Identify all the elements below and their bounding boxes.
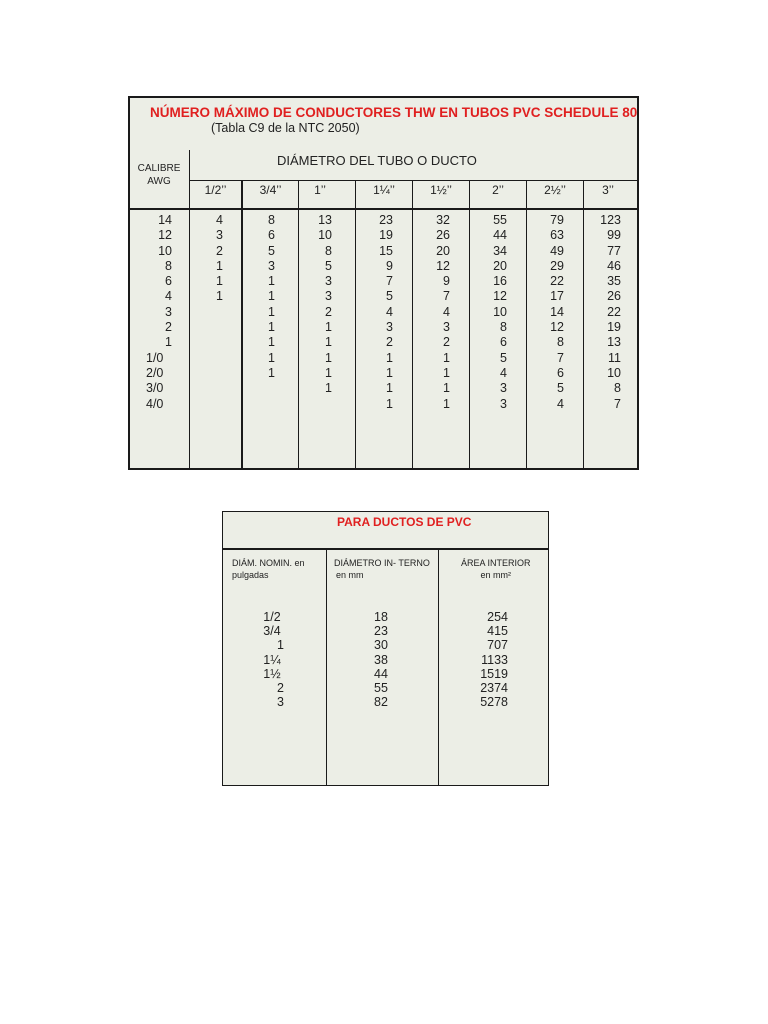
cell: 1: [268, 320, 275, 335]
calibre-awg-label: CALIBRE AWG: [137, 163, 181, 187]
internal-value: 23: [374, 624, 388, 639]
cell: 44: [493, 228, 507, 243]
cell: 9: [443, 274, 450, 289]
cell: 2: [216, 243, 223, 258]
col-divider: [241, 180, 243, 469]
area-value: 707: [487, 638, 508, 653]
col3-header-line1: ÁREA INTERIOR: [461, 558, 531, 568]
cell: 11: [608, 350, 621, 365]
cell: 32: [436, 213, 450, 227]
cell: 12: [436, 258, 450, 273]
col-2-1-2: [543, 213, 564, 412]
col-1-1-2: [429, 213, 450, 412]
cell: 19: [379, 228, 393, 243]
cell: 1: [386, 350, 393, 365]
awg-value: 1/0: [146, 350, 164, 365]
pipe-size-header: 3/4’’: [259, 183, 282, 197]
cell: 5: [557, 381, 564, 396]
pipe-size-header: 1½’’: [430, 183, 452, 197]
cell: 55: [493, 213, 507, 227]
col1-header: [232, 557, 305, 581]
col2-header-line1: DIÁMETRO IN- TERNO: [334, 558, 430, 568]
cell: 3: [216, 228, 223, 243]
pipe-size-header: 1’’: [314, 183, 326, 197]
awg-value: 2: [165, 320, 172, 335]
area-value: 1133: [481, 652, 508, 667]
cell: 5: [268, 243, 275, 258]
cell: 3: [386, 320, 393, 335]
cell: 1: [325, 335, 332, 350]
area-value: 2374: [480, 680, 508, 695]
cell: 34: [493, 243, 507, 258]
nominal-value: 1: [277, 638, 284, 653]
cell: 7: [443, 289, 450, 304]
cell: 17: [550, 289, 564, 304]
cell: 1: [268, 365, 275, 380]
cell: 15: [379, 243, 393, 258]
cell: 1: [268, 304, 275, 319]
awg-value: 6: [165, 274, 172, 289]
table2-col-divider: [326, 550, 327, 785]
area-value: 254: [487, 610, 508, 624]
internal-value: 38: [374, 652, 388, 667]
awg-value: 4/0: [146, 396, 164, 411]
cell: 10: [493, 304, 507, 319]
cell: 2: [325, 304, 332, 319]
cell: 77: [607, 243, 621, 258]
cell: 29: [550, 258, 564, 273]
cell: 3: [268, 258, 275, 273]
nominal-value: 2: [277, 680, 284, 695]
col-divider: [412, 180, 413, 469]
cell: 10: [318, 228, 332, 243]
cell: 1: [443, 396, 450, 411]
body-divider: [129, 208, 638, 210]
cell: 1: [386, 396, 393, 411]
cell: 5: [325, 258, 332, 273]
cell: 3: [325, 274, 332, 289]
cell: 2: [386, 335, 393, 350]
cell: 7: [386, 274, 393, 289]
internal-diameter-column: [366, 610, 396, 709]
col-3-4: [255, 213, 275, 381]
pipe-size-header: 2½’’: [544, 183, 566, 197]
cell: 4: [386, 304, 393, 319]
col3-header: [461, 557, 531, 581]
internal-value: 18: [374, 610, 388, 624]
cell: 8: [614, 381, 621, 396]
cell: 4: [500, 365, 507, 380]
awg-value: 10: [158, 243, 172, 258]
col1-header-line2: pulgadas: [232, 570, 269, 580]
pipe-size-header: 1/2’’: [204, 183, 227, 197]
col2-header: [334, 557, 430, 581]
area-value: 5278: [480, 695, 508, 710]
cell: 1: [268, 289, 275, 304]
cell: 1: [216, 289, 223, 304]
cell: 26: [436, 228, 450, 243]
cell: 4: [216, 213, 223, 227]
cell: 4: [443, 304, 450, 319]
cell: 1: [268, 274, 275, 289]
table2-col-divider: [438, 550, 439, 785]
cell: 22: [550, 274, 564, 289]
cell: 3: [325, 289, 332, 304]
cell: 16: [493, 274, 507, 289]
col-divider: [298, 180, 299, 469]
nominal-column: [254, 610, 290, 709]
awg-column: [132, 213, 172, 412]
cell: 35: [607, 274, 621, 289]
cell: 8: [557, 335, 564, 350]
diameter-header: DIÁMETRO DEL TUBO O DUCTO: [277, 153, 477, 168]
awg-value: 12: [158, 228, 172, 243]
col-1-1-4: [372, 213, 393, 412]
cell: 13: [318, 213, 332, 227]
header-divider: [189, 180, 638, 181]
col1-header-line1: DIÁM. NOMIN. en: [232, 558, 305, 568]
cell: 22: [607, 304, 621, 319]
cell: 14: [550, 304, 564, 319]
cell: 123: [600, 213, 621, 227]
cell: 1: [268, 350, 275, 365]
col-divider: [583, 180, 584, 469]
cell: 9: [386, 258, 393, 273]
col-1-2: [200, 213, 223, 305]
col-divider: [469, 180, 470, 469]
cell: 1: [386, 381, 393, 396]
cell: 4: [557, 396, 564, 411]
nominal-value: 1½: [263, 666, 281, 681]
cell: 12: [493, 289, 507, 304]
cell: 10: [607, 365, 621, 380]
area-value: 1519: [480, 666, 508, 681]
cell: 12: [550, 320, 564, 335]
cell: 1: [443, 381, 450, 396]
cell: 1: [443, 365, 450, 380]
table2-title: PARA DUCTOS DE PVC: [337, 515, 472, 529]
nominal-value: 1/2: [263, 610, 281, 624]
cell: 79: [550, 213, 564, 227]
cell: 1: [268, 335, 275, 350]
cell: 20: [493, 258, 507, 273]
col2-header-line2: en mm: [336, 570, 364, 580]
internal-value: 55: [374, 680, 388, 695]
cell: 26: [607, 289, 621, 304]
cell: 6: [268, 228, 275, 243]
cell: 5: [386, 289, 393, 304]
cell: 1: [325, 320, 332, 335]
internal-value: 44: [374, 666, 388, 681]
table2-header-divider: [223, 548, 548, 550]
cell: 6: [557, 365, 564, 380]
pipe-size-header: 3’’: [602, 183, 614, 197]
awg-value: 8: [165, 258, 172, 273]
cell: 6: [500, 335, 507, 350]
awg-value: 3: [165, 304, 172, 319]
col3-header-line2: en mm²: [480, 570, 512, 580]
col-3: [594, 213, 621, 412]
cell: 7: [557, 350, 564, 365]
col-divider: [355, 180, 356, 469]
calibre-divider: [189, 150, 190, 469]
cell: 1: [325, 350, 332, 365]
area-value: 415: [487, 624, 508, 639]
cell: 8: [500, 320, 507, 335]
nominal-value: 1¼: [263, 652, 281, 667]
pipe-size-header: 2’’: [492, 183, 504, 197]
pipe-size-header: 1¼’’: [373, 183, 395, 197]
awg-value: 1: [165, 335, 172, 350]
cell: 1: [325, 365, 332, 380]
cell: 1: [216, 258, 223, 273]
nominal-value: 3/4: [263, 624, 281, 639]
cell: 5: [500, 350, 507, 365]
table1-title: NÚMERO MÁXIMO DE CONDUCTORES THW EN TUBOS PVC SCHEDULE 80: [150, 105, 638, 120]
cell: 8: [268, 213, 275, 227]
awg-value: 4: [165, 289, 172, 304]
cell: 1: [216, 274, 223, 289]
cell: 7: [614, 396, 621, 411]
cell: 63: [550, 228, 564, 243]
cell: 46: [607, 258, 621, 273]
cell: 13: [607, 335, 621, 350]
cell: 2: [443, 335, 450, 350]
cell: 3: [500, 396, 507, 411]
col-1: [310, 213, 332, 397]
table1-subtitle: (Tabla C9 de la NTC 2050): [211, 121, 360, 135]
awg-value: 2/0: [146, 365, 164, 380]
cell: 3: [500, 381, 507, 396]
cell: 23: [379, 213, 393, 227]
col-divider: [526, 180, 527, 469]
area-column: [472, 610, 508, 709]
col-2: [486, 213, 507, 412]
cell: 8: [325, 243, 332, 258]
cell: 99: [607, 228, 621, 243]
cell: 1: [443, 350, 450, 365]
cell: 3: [443, 320, 450, 335]
cell: 1: [325, 381, 332, 396]
cell: 49: [550, 243, 564, 258]
cell: 1: [386, 365, 393, 380]
internal-value: 82: [374, 695, 388, 710]
internal-value: 30: [374, 638, 388, 653]
cell: 20: [436, 243, 450, 258]
cell: 19: [607, 320, 621, 335]
awg-value: 14: [158, 213, 172, 227]
nominal-value: 3: [277, 695, 284, 710]
awg-value: 3/0: [146, 381, 164, 396]
